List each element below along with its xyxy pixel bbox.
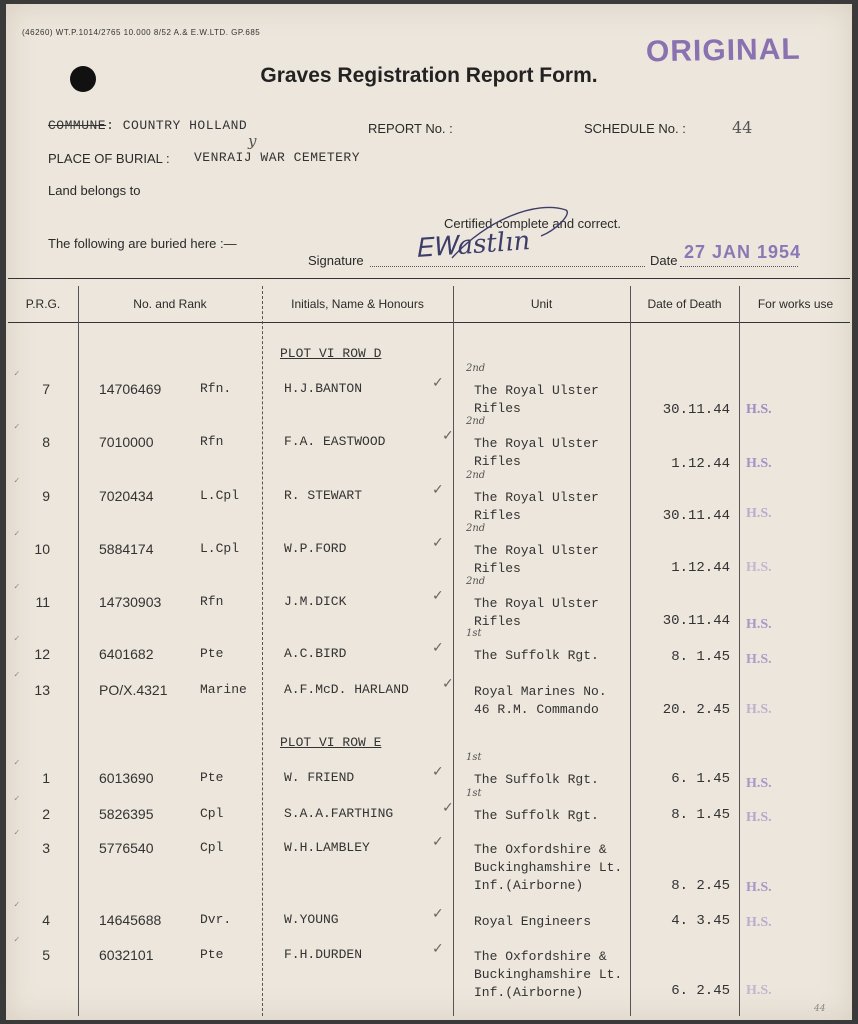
date-of-death: 4. 3.45 (671, 913, 730, 929)
name: R. STEWART (284, 488, 363, 503)
signature: ᎬᎳastlın (415, 226, 532, 264)
unit: The Royal Ulster Rifles (474, 543, 599, 576)
margin-tick-icon: ✓ (14, 529, 20, 539)
burial-value: VENRAIJ WAR CEMETERY (194, 150, 361, 165)
name: W.YOUNG (284, 912, 339, 927)
unit: The Suffolk Rgt. (474, 648, 599, 663)
col-no-rank: No. and Rank (133, 297, 207, 311)
margin-tick-icon: ✓ (14, 670, 20, 680)
check-mark-icon: ✓ (432, 764, 444, 780)
date-of-death: 8. 1.45 (671, 807, 730, 823)
name: J.M.DICK (284, 594, 347, 609)
works-stamp: H.S. (746, 402, 772, 417)
col-unit: Unit (530, 297, 553, 311)
pencil-note: 44 (814, 1004, 826, 1014)
rank: Rfn (200, 434, 224, 449)
name: F.H.DURDEN (284, 947, 363, 962)
date-of-death: 30.11.44 (662, 402, 730, 418)
prg-number: 10 (34, 541, 50, 557)
unit: The Royal Ulster Rifles (474, 490, 599, 523)
unit: The Oxfordshire & Buckinghamshire Lt. Inf.(Airborne) (474, 842, 623, 893)
rank: Cpl (200, 840, 224, 855)
col-divider (78, 286, 79, 1016)
date-of-death: 8. 2.45 (671, 878, 730, 894)
rank: Marine (200, 682, 247, 697)
name: H.J.BANTON (284, 381, 363, 396)
name: W.H.LAMBLEY (284, 840, 370, 855)
name: W.P.FORD (284, 541, 347, 556)
unit: The Royal Ulster Rifles (474, 383, 599, 416)
date-stamp: 27 JAN 1954 (684, 242, 802, 262)
date-label: Date (650, 253, 678, 268)
works-stamp: H.S. (746, 776, 772, 791)
name: A.C.BIRD (284, 646, 347, 661)
works-stamp: H.S. (746, 456, 772, 471)
rank: Pte (200, 947, 224, 962)
service-number: 6032101 (99, 947, 154, 963)
date-of-death: 1.12.44 (671, 456, 730, 472)
prg-number: 9 (42, 488, 50, 504)
service-number: 5826395 (99, 806, 154, 822)
prg-number: 11 (35, 594, 50, 610)
prg-number: 5 (42, 947, 50, 963)
service-number: PO/X.4321 (99, 682, 168, 698)
battalion-note: 2nd (466, 416, 486, 427)
check-mark-icon: ✓ (432, 941, 444, 957)
report-form (6, 4, 852, 1020)
margin-tick-icon: ✓ (14, 828, 20, 838)
certified-label: Certified complete and correct. (444, 216, 622, 231)
date-of-death: 6. 2.45 (671, 983, 730, 999)
battalion-note: 1st (466, 752, 482, 763)
land-label: Land belongs to (48, 183, 141, 198)
commune-line (48, 118, 247, 133)
date-of-death: 6. 1.45 (671, 771, 730, 787)
rank: Dvr. (200, 912, 232, 927)
works-stamp: H.S. (746, 983, 772, 998)
service-number: 6401682 (99, 646, 154, 662)
service-number: 7010000 (99, 434, 154, 450)
battalion-note: 2nd (466, 576, 486, 587)
date-of-death: 8. 1.45 (671, 649, 730, 665)
plot-heading: PLOT VI ROW D (280, 346, 382, 361)
rank: Pte (200, 770, 224, 785)
date-of-death: 20. 2.45 (662, 702, 730, 718)
unit: The Royal Ulster Rifles (474, 436, 599, 469)
prg-number: 3 (42, 840, 50, 856)
prg-number: 7 (42, 381, 50, 397)
service-number: 6013690 (99, 770, 154, 786)
service-number: 14706469 (99, 381, 162, 397)
service-number: 14730903 (99, 594, 162, 610)
battalion-note: 2nd (466, 523, 486, 534)
commune-value: : COUNTRY HOLLAND (106, 118, 248, 133)
margin-tick-icon: ✓ (14, 582, 20, 592)
check-mark-icon: ✓ (432, 482, 444, 498)
battalion-note: 1st (466, 628, 482, 639)
check-mark-icon: ✓ (432, 375, 444, 391)
form-title: Graves Registration Report Form. (260, 64, 598, 87)
unit: The Oxfordshire & Buckinghamshire Lt. Inf.(Airborne) (474, 949, 623, 1000)
service-number: 5776540 (99, 840, 154, 856)
margin-tick-icon: ✓ (14, 758, 20, 768)
margin-tick-icon: ✓ (14, 935, 20, 945)
margin-tick-icon: ✓ (14, 794, 20, 804)
unit: Royal Marines No. 46 R.M. Commando (474, 684, 607, 717)
prg-number: 13 (34, 682, 50, 698)
check-mark-icon: ✓ (432, 535, 444, 551)
prg-number: 4 (42, 912, 50, 928)
check-mark-icon: ✓ (432, 834, 444, 850)
signature-line (370, 266, 645, 267)
battalion-note: 2nd (466, 363, 486, 374)
works-stamp: H.S. (746, 506, 772, 521)
battalion-note: 1st (466, 788, 482, 799)
works-stamp: H.S. (746, 652, 772, 667)
check-mark-icon: ✓ (432, 588, 444, 604)
rank: Pte (200, 646, 224, 661)
service-number: 7020434 (99, 488, 154, 504)
rank: Rfn (200, 594, 224, 609)
schedule-value: 44 (732, 118, 753, 137)
date-of-death: 30.11.44 (662, 613, 730, 629)
margin-tick-icon: ✓ (14, 422, 20, 432)
works-stamp: H.S. (746, 560, 772, 575)
prg-number: 8 (42, 434, 50, 450)
print-reference: (46260) WT.P.1014/2765 10.000 8/52 A.& E.W.LTD. GP.685 (22, 28, 261, 37)
burial-correction: y (248, 132, 257, 150)
buried-label: The following are buried here :— (48, 236, 237, 251)
service-number: 5884174 (99, 541, 154, 557)
check-mark-icon: ✓ (442, 676, 454, 692)
col-divider (739, 286, 740, 1016)
name: A.F.McD. HARLAND (284, 682, 409, 697)
battalion-note: 2nd (466, 470, 486, 481)
name: S.A.A.FARTHING (284, 806, 394, 821)
unit: Royal Engineers (474, 914, 592, 929)
col-divider (630, 286, 631, 1016)
plot-heading: PLOT VI ROW E (280, 735, 382, 750)
col-date: Date of Death (647, 297, 722, 311)
signature-label: Signature (308, 253, 364, 268)
rank: L.Cpl (200, 541, 240, 556)
margin-tick-icon: ✓ (14, 476, 20, 486)
works-stamp: H.S. (746, 810, 772, 825)
check-mark-icon: ✓ (432, 906, 444, 922)
header-rule (8, 322, 850, 323)
original-stamp: ORIGINAL (645, 32, 801, 69)
date-of-death: 1.12.44 (671, 560, 730, 576)
check-mark-icon: ✓ (432, 640, 444, 656)
works-stamp: H.S. (746, 880, 772, 895)
col-prg: P.R.G. (25, 297, 61, 311)
unit: The Suffolk Rgt. (474, 808, 599, 823)
unit: The Suffolk Rgt. (474, 772, 599, 787)
name: W. FRIEND (284, 770, 355, 785)
prg-number: 12 (34, 646, 50, 662)
service-number: 14645688 (99, 912, 162, 928)
col-works: For works use (757, 297, 834, 311)
table-top-rule (8, 278, 850, 279)
unit: The Royal Ulster Rifles (474, 596, 599, 629)
col-divider (453, 286, 454, 1016)
col-divider (262, 286, 263, 1016)
margin-tick-icon: ✓ (14, 634, 20, 644)
commune-label: COMMUNE (48, 118, 107, 133)
check-mark-icon: ✓ (442, 428, 454, 444)
check-mark-icon: ✓ (442, 800, 454, 816)
rank: L.Cpl (200, 488, 240, 503)
works-stamp: H.S. (746, 617, 772, 632)
margin-tick-icon: ✓ (14, 900, 20, 910)
margin-tick-icon: ✓ (14, 369, 20, 379)
works-stamp: H.S. (746, 915, 772, 930)
works-stamp: H.S. (746, 702, 772, 717)
burial-label: PLACE OF BURIAL : (48, 151, 170, 166)
prg-number: 1 (42, 770, 50, 786)
report-label: REPORT No. : (368, 121, 453, 136)
date-line (680, 266, 798, 267)
date-of-death: 30.11.44 (662, 508, 730, 524)
rank: Rfn. (200, 381, 232, 396)
prg-number: 2 (42, 806, 50, 822)
name: F.A. EASTWOOD (284, 434, 386, 449)
schedule-label: SCHEDULE No. : (584, 121, 686, 136)
col-name: Initials, Name & Honours (291, 297, 424, 311)
signature-flourish (446, 200, 576, 266)
rank: Cpl (200, 806, 224, 821)
